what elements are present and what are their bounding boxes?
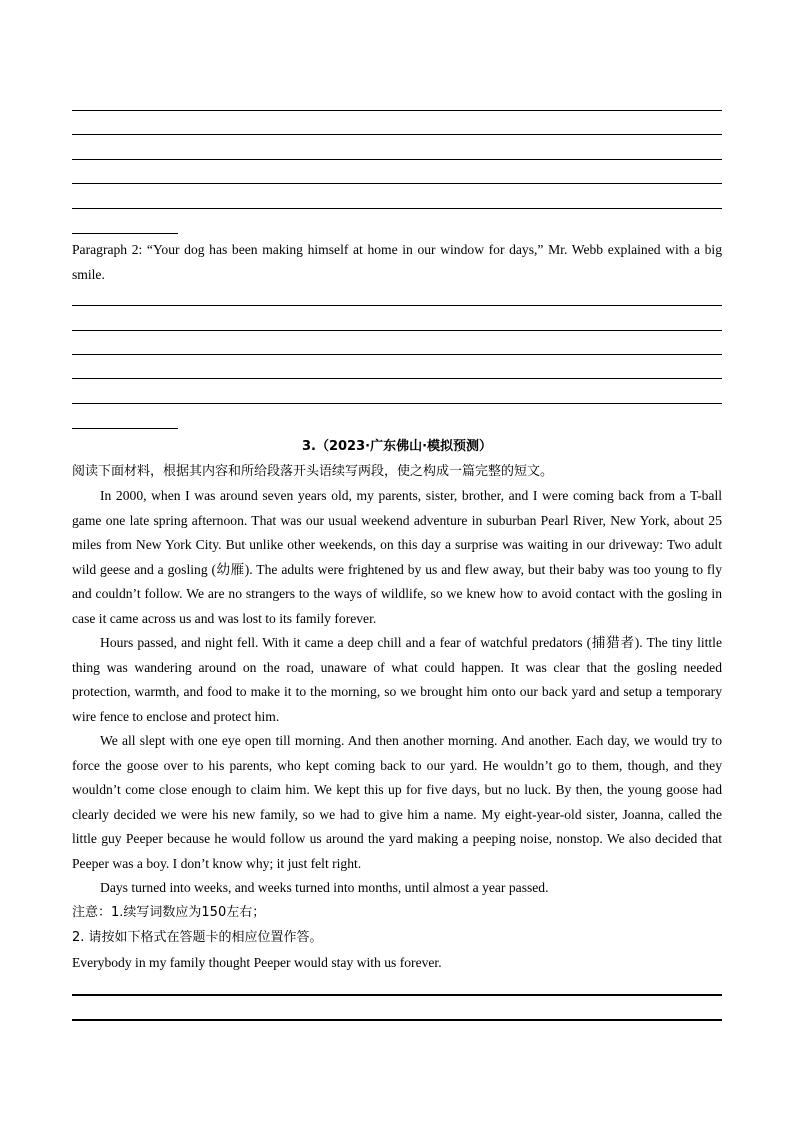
story-paragraph-4: Days turned into weeks, and weeks turned into months, until almost a year passed.: [100, 880, 549, 895]
story-paragraph-2: Hours passed, and night fell. With it came a deep chill and a fear of watchful predators (捕猎者). The tiny little thing was wandering around on the road, unaware of what could happen. It was clear that the gosling needed protection, warmth, and food to make it to the morning, so we brought him onto our back yard and setup a temporary wire fence to enclose and protect him.: [72, 635, 722, 724]
answer-line[interactable]: [72, 305, 722, 306]
short-answer-line[interactable]: [72, 428, 178, 429]
story-paragraph-1: In 2000, when I was around seven years old, my parents, sister, brother, and I were coming back from a T-ball game one late spring afternoon. That was our usual weekend adventure in suburban Pearl River, New York, about 25 miles from New York City. But unlike other weekends, on this day a surprise was waiting in our driveway: Two adult wild geese and a gosling (幼雁). The adults were frightened by us and flew away, but their baby was too young to fly and couldn’t follow. We are no strangers to the ways of wildlife, so we knew how to avoid contact with the gosling in case it came across us and was lost to its family forever.: [72, 488, 722, 626]
answer-line[interactable]: [72, 208, 722, 209]
question-heading: 3.（2023·广东佛山·模拟预测）: [301, 439, 493, 454]
answer-line[interactable]: [72, 378, 722, 379]
paragraph2-prompt: Paragraph 2: “Your dog has been making himself at home in our window for days,” Mr. Webb explained with a big smile.: [72, 242, 722, 282]
note-format: 2. 请按如下格式在答题卡的相应位置作答。: [72, 930, 323, 945]
short-answer-line[interactable]: [72, 233, 178, 234]
answer-line[interactable]: [72, 110, 722, 111]
story-paragraph-3: We all slept with one eye open till morning. And then another morning. And another. Each day, we would try to force the goose over to his parents, who kept coming back to our yard. He wouldn’t go to them, though, and they wouldn’t come close enough to claim him. We kept this up for five days, but no luck. By then, the young goose had clearly decided we were his new family, so we had to give him a name. My eight-year-old sister, Joanna, called the little guy Peeper because he would follow us around the yard making a peeping noise, nonstop. We also decided that Peeper was a boy. I don’t know why; it just felt right.: [72, 733, 722, 871]
continuation-prompt: Everybody in my family thought Peeper would stay with us forever.: [72, 955, 442, 970]
answer-line[interactable]: [72, 994, 722, 996]
answer-line[interactable]: [72, 134, 722, 135]
answer-line[interactable]: [72, 403, 722, 404]
instruction-text: 阅读下面材料，根据其内容和所给段落开头语续写两段，使之构成一篇完整的短文。: [72, 464, 554, 479]
answer-line[interactable]: [72, 159, 722, 160]
answer-line[interactable]: [72, 1019, 722, 1021]
answer-line[interactable]: [72, 330, 722, 331]
answer-line[interactable]: [72, 183, 722, 184]
note-word-count: 注意：1.续写词数应为150左右；: [72, 905, 266, 920]
answer-line[interactable]: [72, 354, 722, 355]
